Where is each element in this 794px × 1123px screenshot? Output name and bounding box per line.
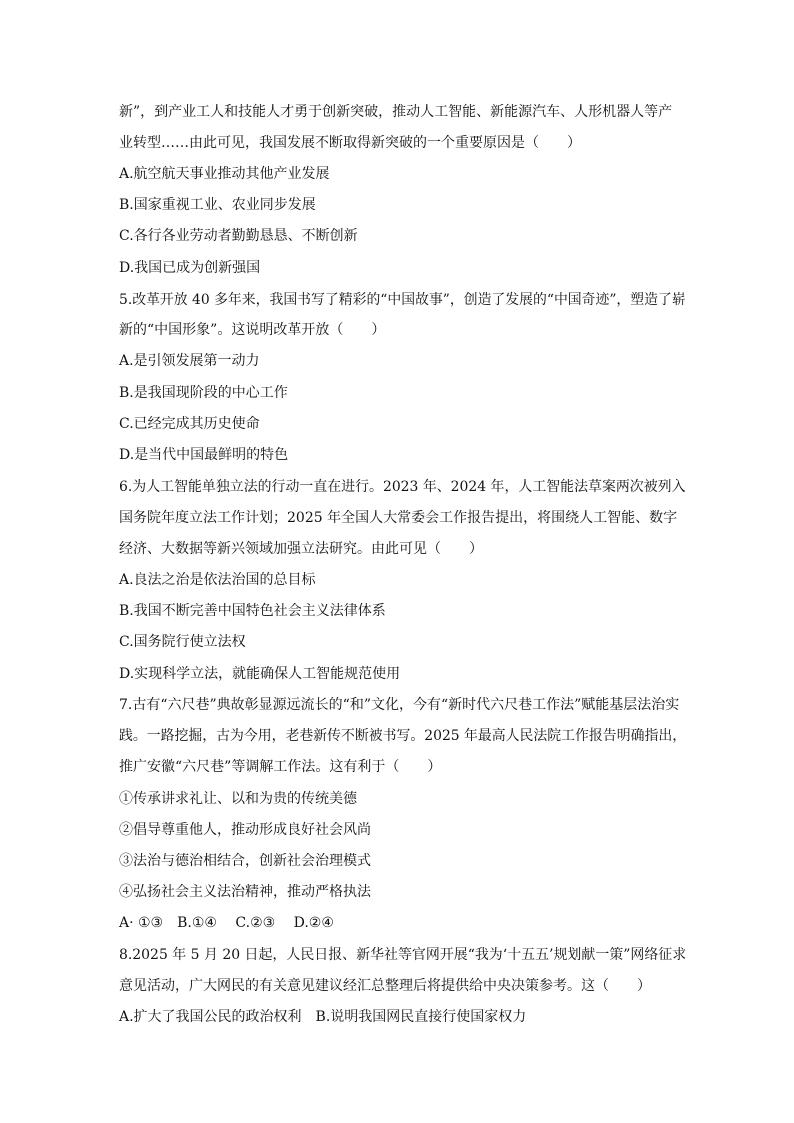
option-d: D.是当代中国最鲜明的特色: [119, 447, 289, 463]
statement-1: ①传承讲求礼让、以和为贵的传统美德: [119, 791, 357, 807]
text-line: 意见活动，广大网民的有关意见建议经汇总整理后将提供给中央决策参考。这（ ）: [119, 978, 651, 994]
question-8: 8.2025 年 5 月 20 日起，人民日报、新华社等官网开展“我为‘十五五’规划献一策”网络征求: [119, 947, 687, 963]
option-a: A.良法之治是依法治国的总目标: [119, 572, 316, 588]
text-line: 业转型……由此可见，我国发展不断取得新突破的一个重要原因是（ ）: [119, 135, 581, 151]
question-6: 6.为人工智能单独立法的行动一直在进行。2023 年、2024 年，人工智能法草案两次被列入: [119, 479, 686, 495]
option-c: C.各行各业劳动者勤勤恳恳、不断创新: [119, 228, 358, 244]
option-c: C.已经完成其历史使命: [119, 416, 260, 432]
statement-2: ②倡导尊重他人，推动形成良好社会风尚: [119, 822, 371, 838]
text-line: 经济、大数据等新兴领域加强立法研究。由此可见（ ）: [119, 541, 483, 557]
option-b: B.是我国现阶段的中心工作: [119, 385, 288, 401]
option-d: D.实现科学立法，就能确保人工智能规范使用: [119, 666, 401, 682]
text-line: 国务院年度立法工作计划；2025 年全国人大常委会工作报告提出，将围绕人工智能、数字: [119, 510, 678, 526]
text-line: 新”，到产业工人和技能人才勇于创新突破，推动人工智能、新能源汽车、人形机器人等产: [119, 104, 673, 120]
option-d: D.我国已成为创新强国: [119, 260, 261, 276]
text-line: 践。一路挖掘，古为今用，老巷新传不断被书写。2025 年最高人民法院工作报告明确指出，: [119, 728, 687, 744]
text-line: 推广安徽“六尺巷”等调解工作法。这有利于（ ）: [119, 759, 442, 775]
question-5: 5.改革开放 40 多年来，我国书写了精彩的“中国故事”，创造了发展的“中国奇迹”，塑造了崭: [119, 292, 686, 308]
option-b: B.国家重视工业、农业同步发展: [119, 197, 316, 213]
option-a: A.是引领发展第一动力: [119, 353, 260, 369]
statement-4: ④弘扬社会主义法治精神，推动严格执法: [119, 884, 371, 900]
statement-3: ③法治与德治相结合，创新社会治理模式: [119, 853, 371, 869]
option-b: B.我国不断完善中国特色社会主义法律体系: [119, 603, 386, 619]
text-line: 新的“中国形象”。这说明改革开放（ ）: [119, 322, 386, 338]
option-c: C.国务院行使立法权: [119, 634, 246, 650]
question-7: 7.古有“六尺巷”典故彰显源远流长的“和”文化，今有“新时代六尺巷工作法”赋能基层法治实: [119, 697, 680, 713]
option-ab: A.扩大了我国公民的政治权利 B.说明我国网民直接行使国家权力: [119, 1009, 527, 1025]
option-a: A.航空航天事业推动其他产业发展: [119, 166, 330, 182]
answer-options: A· ①③ B.①④ C.②③ D.②④: [119, 915, 334, 931]
